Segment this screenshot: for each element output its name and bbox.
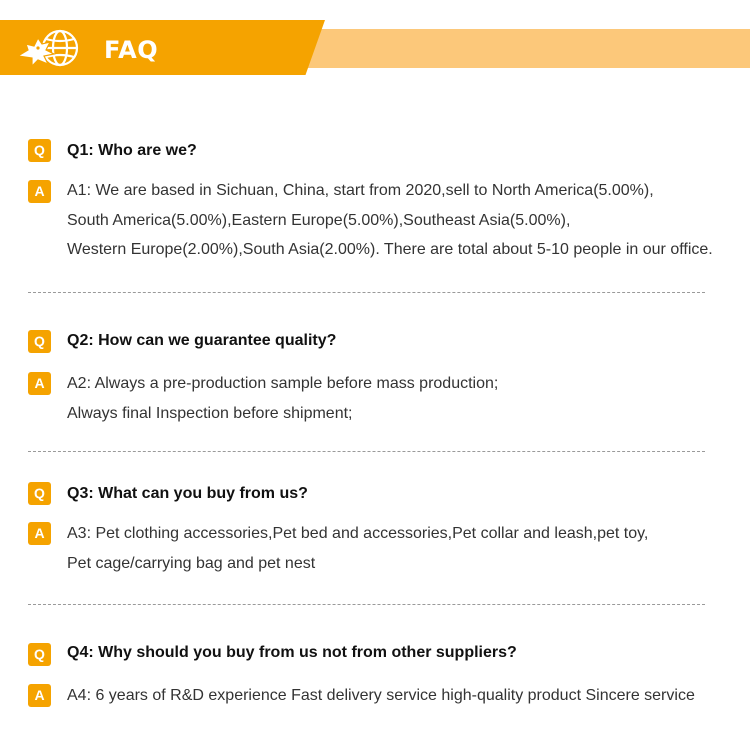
question-text: Q4: Why should you buy from us not from other suppliers? [67,644,517,661]
answer-line: Always final Inspection before shipment; [67,404,353,422]
answer-badge: A [28,372,51,395]
question-badge: Q [28,139,51,162]
question-badge: Q [28,482,51,505]
question-text: Q1: Who are we? [67,142,197,159]
answer-badge: A [28,522,51,545]
answer-line: South America(5.00%),Eastern Europe(5.00%),Southeast Asia(5.00%), [67,211,571,229]
answer-line: Western Europe(2.00%),South Asia(2.00%). There are total about 5-10 people in our office. [67,241,713,258]
answer-line: A4: 6 years of R&D experience Fast delivery service high-quality product Sincere service [67,687,695,704]
answer-badge: A [28,684,51,707]
faq-banner [0,0,750,80]
banner-light-strip [300,29,750,68]
divider [28,292,705,293]
answer-badge: A [28,180,51,203]
answer-line: Pet cage/carrying bag and pet nest [67,554,316,572]
question-badge: Q [28,330,51,353]
dragon-globe-logo-icon [14,26,82,72]
answer-text [67,519,737,578]
divider [28,604,705,605]
answer-line: A1: We are based in Sichuan, China, start from 2020,sell to North America(5.00%), [67,182,654,199]
question-text: Q2: How can we guarantee quality? [67,332,337,349]
answer-text [67,176,737,265]
answer-text [67,369,737,428]
answer-line: A3: Pet clothing accessories,Pet bed and accessories,Pet collar and leash,pet toy, [67,525,649,542]
page-title: FAQ [104,36,159,64]
question-badge: Q [28,643,51,666]
answer-line: A2: Always a pre-production sample before mass production; [67,375,499,392]
answer-text [67,681,737,711]
question-text: Q3: What can you buy from us? [67,485,308,502]
divider [28,451,705,452]
